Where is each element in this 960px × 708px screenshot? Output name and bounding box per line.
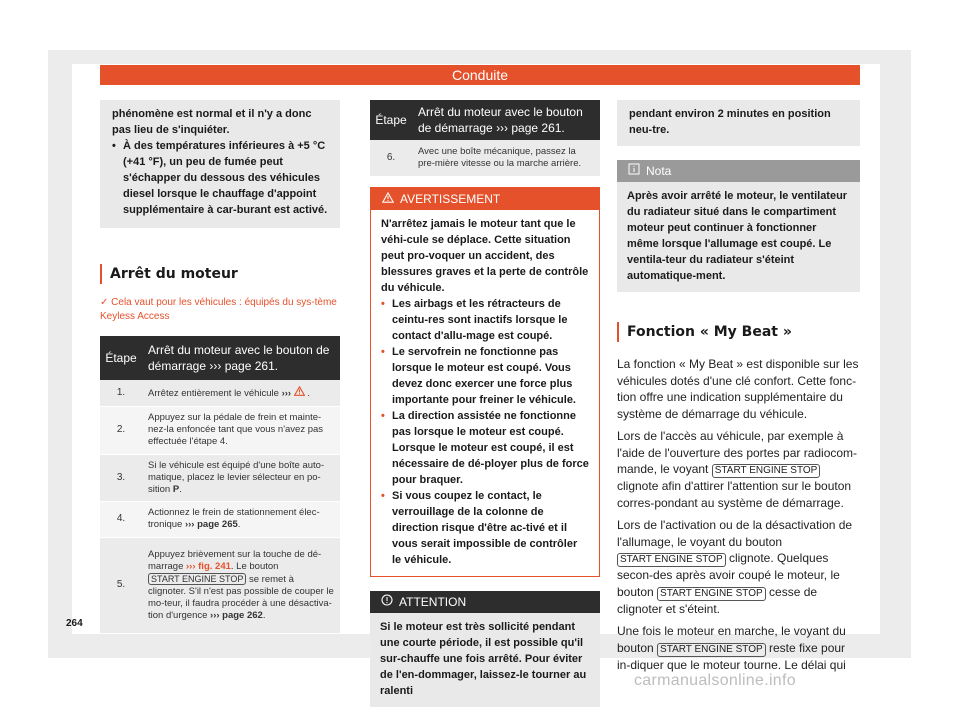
step-end: . xyxy=(262,609,266,621)
warning-body xyxy=(371,210,599,576)
step-text: Arrêtez entièrement le véhicule ››› . xyxy=(142,380,340,406)
watermark: carmanualsonline.info xyxy=(634,672,796,689)
warning-title: AVERTISSEMENT xyxy=(400,191,501,206)
page-link[interactable]: ››› page 265 xyxy=(184,519,238,530)
nota-title: Nota xyxy=(646,164,672,178)
start-stop-key: START ENGINE STOP xyxy=(148,573,246,585)
figure-link[interactable]: ››› fig. 241 xyxy=(186,560,231,572)
table-header xyxy=(100,336,340,380)
page-link[interactable]: ››› page 262 xyxy=(210,609,263,621)
warning-triangle-icon xyxy=(381,191,394,207)
warning-bullet: • Le servofrein ne fonctionne pas lorsque le moteur est coupé. Vous devez donc exercer une force plus importante pour freiner le véhicule. xyxy=(381,344,589,408)
paragraph-text: reste fixe pour in-diquer que le moteur tourne. Le délai qui xyxy=(617,640,846,672)
warning-triangle-icon xyxy=(294,388,308,399)
paragraph-text: clignote. Quelques secon-des après avoir coupé le moteur, le bouton xyxy=(617,551,840,599)
step-number: 2. xyxy=(100,406,142,454)
step-text-body: Si le véhicule est équipé d'une boîte auto-matique, placez le levier sélecteur en po-sition xyxy=(148,459,325,495)
column-left xyxy=(100,100,340,634)
attention-text: Si le moteur est très sollicité pendant une courte période, il est possible qu'il sur-chauffe une fois arrêté. Pour éviter de l'en-dommager, laissez-le tourner au ralenti xyxy=(380,620,587,697)
column-right xyxy=(617,100,860,679)
gear-position: P xyxy=(172,483,180,495)
steps-table xyxy=(100,336,340,634)
step-number: 3. xyxy=(100,454,142,501)
continued-info-box xyxy=(100,100,340,228)
column-middle xyxy=(370,100,600,707)
step-text xyxy=(142,454,340,501)
applies-text: Cela vaut pour les véhicules : équipés du sys-tème Keyless Access xyxy=(100,297,337,322)
attention-body xyxy=(370,613,600,707)
section-title-my-beat: Fonction « My Beat » xyxy=(617,322,860,342)
header-step: Étape xyxy=(100,336,142,380)
warning-header xyxy=(371,188,599,210)
page-number: 264 xyxy=(66,618,83,629)
step-number: 1. xyxy=(100,380,142,406)
step-text-body: se remet à clignoter. S'il n'est pas possible de couper le mo-teur, il faudra procéder à une désactiva-tion d'urgence xyxy=(148,573,334,621)
start-stop-key: START ENGINE STOP xyxy=(617,553,726,567)
warning-bullet: • Les airbags et les rétracteurs de ceintu-res sont inactifs lorsque le contact d'allu-mage est coupé. xyxy=(381,296,589,344)
box-text: phénomène est normal et il n'y a donc pas lieu de s'inquiéter. xyxy=(112,108,312,136)
start-stop-key: START ENGINE STOP xyxy=(712,464,821,478)
header-title xyxy=(142,336,340,380)
table-header xyxy=(370,100,600,140)
step-text: Appuyez sur la pédale de frein et mainte-nez-la enfoncée tant que vous n'avez pas effectuée l'étape 4. xyxy=(142,406,340,454)
box-bullet: • À des températures inférieures à +5 °C (+41 °F), un peu de fumée peut s'échapper du dessous des véhicules diesel lorsque le chauffage d'appoint supplémentaire à car-burant est activé. xyxy=(112,138,328,218)
table-row xyxy=(100,501,340,537)
paragraph xyxy=(617,517,860,617)
header-title xyxy=(412,100,600,140)
step-text: Avec une boîte mécanique, passez la pre-mière vitesse ou la marche arrière. xyxy=(412,140,600,176)
nota-text: Après avoir arrêté le moteur, le ventilateur du radiateur situé dans le compartiment moteur peut continuer à fonctionner même lorsque l'allumage est coupé. Le ventila-teur du radiateur s'éteint automatique-ment. xyxy=(627,190,848,282)
warning-intro: N'arrêtez jamais le moteur tant que le véhi-cule se déplace. Cette situation peut pro-voquer un accident, des blessures graves et la perte de contrôle du véhicule. xyxy=(381,217,589,294)
start-stop-key: START ENGINE STOP xyxy=(657,643,766,657)
attention-circle-icon xyxy=(380,594,393,610)
nota-body xyxy=(617,182,860,292)
step-text xyxy=(142,537,340,633)
attention-title: ATTENTION xyxy=(399,594,467,609)
header-page-link[interactable]: ››› page 261. xyxy=(209,359,279,373)
step-text-body: Appuyez brièvement sur la touche de dé-marrage xyxy=(148,548,322,572)
chapter-header: Conduite xyxy=(100,65,860,85)
step-end: . xyxy=(179,483,182,495)
step-end: . xyxy=(237,519,241,530)
paragraph-text: cesse de clignoter et s'éteint. xyxy=(617,584,818,616)
start-stop-key: START ENGINE STOP xyxy=(657,587,766,601)
paragraph-text: Une fois le moteur en marche, le voyant du bouton xyxy=(617,624,846,655)
nota-box xyxy=(617,160,860,292)
box-text: pendant environ 2 minutes en position neu-tre. xyxy=(629,108,831,136)
paragraph xyxy=(617,623,860,673)
header-page-link[interactable]: ››› page 261. xyxy=(496,121,565,135)
attention-box xyxy=(370,591,600,707)
paragraph-text: Lors de l'activation ou de la désactivation de l'allumage, le voyant du bouton xyxy=(617,518,853,549)
section-title-engine-stop: Arrêt du moteur xyxy=(100,264,340,284)
step-text-body: Actionnez le frein de stationnement élec-tronique xyxy=(148,507,320,530)
paragraph xyxy=(617,428,860,511)
header-title-text: Arrêt du moteur avec le bouton de démarrage xyxy=(148,343,330,373)
table-row xyxy=(100,537,340,633)
paragraph-text: clignote afin d'attirer l'attention sur le bouton corres-pondant au système de démarrage. xyxy=(617,479,852,510)
attention-continued-box xyxy=(617,100,860,146)
paragraph-text: Lors de l'accès au véhicule, par exemple à l'aide de l'ouverture des portes par radiocom-mande, le voyant xyxy=(617,429,858,476)
check-icon: ✓ xyxy=(100,297,109,308)
step-number: 5. xyxy=(100,537,142,633)
steps-table-continued xyxy=(370,100,600,177)
paragraph: La fonction « My Beat » est disponible sur les véhicules dotés d'une clé confort. Cette fonc-tion offre une indication supplémentaire du système de démarrage du véhicule. xyxy=(617,357,859,421)
warning-bullet: • Si vous coupez le contact, le verrouillage de la colonne de direction risque d'être ac-tivé et il vous serait impossible de contrôler le véhicule. xyxy=(381,488,589,568)
step-number: 4. xyxy=(100,501,142,537)
warning-link[interactable]: ››› xyxy=(281,387,292,399)
applies-note xyxy=(100,296,340,324)
step-number: 6. xyxy=(370,140,412,176)
table-row xyxy=(100,454,340,501)
warning-box xyxy=(370,187,600,577)
table-row xyxy=(100,406,340,454)
warning-bullet: • La direction assistée ne fonctionne pas lorsque le moteur est coupé. Lorsque le moteur est coupé, il est nécessaire de dé-ployer plus de force pour braquer. xyxy=(381,408,589,488)
step-text-body: . Le bouton xyxy=(230,560,279,572)
nota-header xyxy=(617,160,860,182)
header-title-text: Arrêt du moteur avec le bouton de démarrage xyxy=(418,105,583,135)
step-text xyxy=(142,501,340,537)
header-step: Étape xyxy=(370,100,412,140)
step-text-body: Arrêtez entièrement le véhicule xyxy=(148,387,279,399)
attention-header xyxy=(370,591,600,613)
table-row xyxy=(370,140,600,176)
info-icon xyxy=(627,163,640,179)
table-row xyxy=(100,380,340,406)
